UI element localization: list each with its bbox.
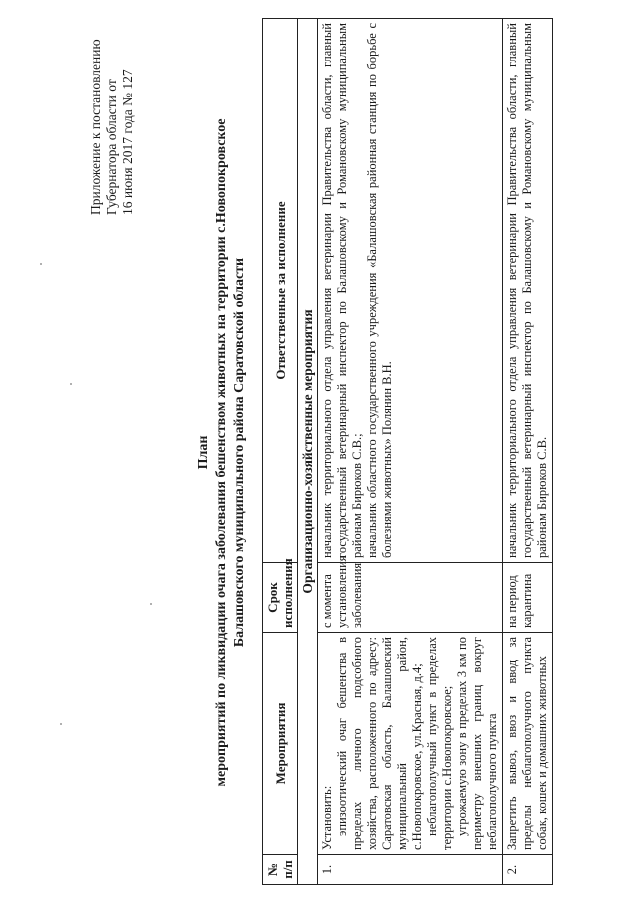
scan-speck [40, 263, 42, 265]
row-term: на период карантина [503, 563, 553, 633]
measure-line: эпизоотический очаг бешенства в пределах личного подсобного хозяйства, расположенного по адресу: Саратовская область, Балашовский муниципальный район, с.Новопокровское, ул.Красная, д.4; [335, 637, 424, 850]
appendix-line-1: Приложение к постановлению [88, 39, 103, 215]
header-responsible: Ответственные за исполнение [263, 19, 298, 563]
measures-table [262, 18, 553, 885]
measure-line: Запретить вывоз, ввоз и ввод за пределы неблагополучного пункта собак, кошек и домашних животных [505, 637, 549, 850]
responsible-line: начальник территориального отдела управления ветеринарии Правительства области, главный государственный ветеринарный инспектор по Балашовскому и Романовскому муниципальным районам Бирюков С.В. [505, 23, 549, 558]
row-term: с момента установления заболевания [318, 563, 503, 633]
header-term: Срок исполнения [263, 563, 298, 633]
scan-speck [60, 723, 62, 725]
measure-line: неблагополучный пункт в пределах территории с.Новопокровское; [425, 637, 454, 850]
responsible-line: начальник областного государственного учреждения «Балашовская районная станция по борьбе с болезнями животных» Полянин В.Н. [365, 23, 394, 558]
header-measures: Мероприятия [263, 633, 298, 855]
row-responsible [503, 19, 553, 563]
row-number: 2. [503, 855, 553, 885]
plan-title: План [196, 435, 211, 470]
appendix-line-3: 16 июня 2017 года № 127 [120, 69, 135, 215]
table-row [318, 19, 503, 885]
row-measures [503, 633, 553, 855]
row-measures [318, 633, 503, 855]
scan-speck [70, 383, 72, 385]
section-row [298, 19, 318, 885]
measure-line: Установить: [320, 785, 334, 850]
table-row [503, 19, 553, 885]
table-header-row [263, 19, 298, 885]
appendix-note [88, 39, 136, 215]
scan-speck [150, 603, 152, 605]
row-responsible [318, 19, 503, 563]
appendix-line-2: Губернатора области от [104, 79, 119, 215]
plan-subtitle-line-2: Балашовского муниципального района Саратовской области [232, 257, 247, 648]
row-number: 1. [318, 855, 503, 885]
plan-subtitle-line-1: мероприятий по ликвидации очага заболевания бешенством животных на территории с.Новопокровское [214, 118, 229, 787]
header-number: № п/п [263, 855, 298, 885]
section-title: Организационно-хозяйственные мероприятия [298, 19, 318, 885]
measure-line: угрожаемую зону в пределах 3 км по периметру внешних границ вокруг неблагополучного пункта [455, 637, 499, 850]
responsible-line: начальник территориального отдела управления ветеринарии Правительства области, главный государственный ветеринарный инспектор по Балашовскому и Романовскому муниципальным районам Бирюков С.В.; [320, 23, 364, 558]
